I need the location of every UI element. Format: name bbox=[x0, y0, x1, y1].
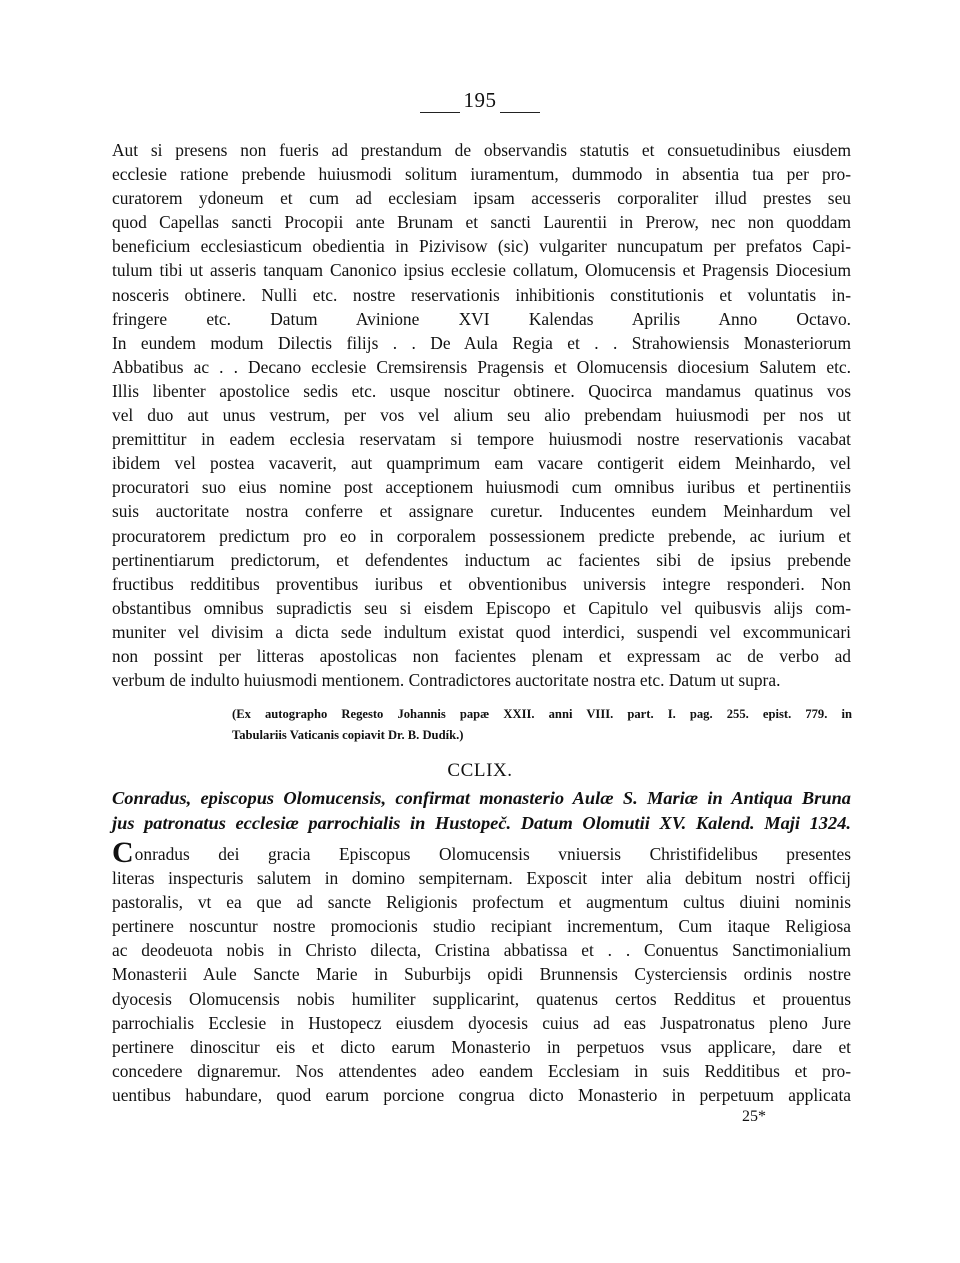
text-line: beneficium ecclesiasticum obedientia in Pizivisow (sic) vulgariter nuncupatum per prefatos Capi- bbox=[112, 236, 851, 257]
charter-first-line bbox=[112, 836, 851, 869]
text-line: Monasterii Aule Sancte Marie in Suburbijs opidi Brunnensis Cysterciensis ordinis nostre bbox=[112, 964, 851, 985]
text-line: verbum de indulto huiusmodi mentionem. Contradictores auctoritate nostra etc. Datum ut supra. bbox=[112, 670, 781, 691]
text-line: pertinere dinoscitur eis et dicto earum Monasterio in perpetuos vsus applicare, dare et bbox=[112, 1036, 851, 1057]
document-summary bbox=[112, 786, 851, 835]
text-line: fringere etc. Datum Avinione XVI Kalendas Aprilis Anno Octavo. bbox=[112, 308, 851, 329]
text-line: pastoralis, vt ea que ad sancte Religionis profectum et augmentum cultus diuini nominis bbox=[112, 892, 851, 913]
source-citation bbox=[232, 704, 852, 747]
text-line: obstantibus omnibus supradictis seu si eisdem Episcopo et Capitulo vel quibusvis alijs com- bbox=[112, 597, 851, 618]
summary-line: Conradus, episcopus Olomucensis, confirmat monasterio Aulæ S. Mariæ in Antiqua Bruna bbox=[112, 788, 851, 808]
text-line: ibidem vel postea vacaverit, aut quamprimum eam vacare contigerit eidem Meinhardo, vel bbox=[112, 453, 851, 474]
text-line: suis auctoritate nostra conferre et assignare curetur. Inducentes eundem Meinhardum vel bbox=[112, 501, 851, 522]
text-line: ac deodeuota nobis in Christo dilecta, Cristina abbatissa et . . Conuentus Sanctimonialium bbox=[112, 940, 851, 961]
text-line: dyocesis Olomucensis nobis humiliter supplicarint, quatenus certos Redditus et prouentus bbox=[112, 988, 851, 1009]
citation-line: (Ex autographo Regesto Johannis papæ XXII. anni VIII. part. I. pag. 255. epist. 779. in bbox=[232, 707, 852, 721]
document-heading: CCLIX. bbox=[447, 760, 513, 781]
text-line: parrochialis Ecclesie in Hustopecz eiusdem dyocesis cuius ad eas Juspatronatus pleno Jure bbox=[112, 1012, 851, 1033]
charter-first-line-text: onradus dei gracia Episcopus Olomucensis vniuersis Christifidelibus presentes bbox=[134, 844, 851, 864]
text-line: pertinentiarum predictorum, et defendentes inductum ac facientes sibi de ipsius prebende bbox=[112, 549, 851, 570]
text-line: Abbatibus ac . . Decano ecclesie Cremsirensis Pragensis et Olomucensis diocesium Salutem etc. bbox=[112, 356, 851, 377]
citation-line: Tabulariis Vaticanis copiavit Dr. B. Dudík.) bbox=[232, 728, 464, 743]
text-line: non possint per litteras apostolicas non facientes plenam et expressam ac de verbo ad bbox=[112, 645, 851, 666]
text-line: muniter vel divisim a dicta sede indultum existat quod interdici, suspendi vel excommunicari bbox=[112, 621, 851, 642]
signature-mark: 25* bbox=[742, 1108, 766, 1125]
text-line: procuratori suo eius nomine post acceptionem huiusmodi cum omnibus iuribus et pertinentiis bbox=[112, 477, 851, 498]
text-line: procuratorem predictum pro eo in corporalem possessionem predicte prebende, ac iurium et bbox=[112, 525, 851, 546]
charter-text-block bbox=[112, 836, 851, 1107]
text-line: Illis libenter apostolice sedis etc. usque noscitur obtinere. Quocirca mandamus quatinus vos bbox=[112, 380, 851, 401]
page-number-rule-right bbox=[500, 112, 540, 113]
letter-text-block bbox=[112, 138, 851, 692]
drop-cap: C bbox=[112, 836, 134, 869]
page-number-rule-left bbox=[420, 112, 460, 113]
page-number: 195 bbox=[463, 88, 497, 112]
text-line: uentibus habundare, quod earum porcione congrua dicto Monasterio in perpetuum applicata bbox=[112, 1084, 851, 1105]
text-line: literas inspecturis salutem in domino sempiternam. Exposcit inter alia debitum nostri officij bbox=[112, 868, 851, 889]
text-line: ecclesie ratione prebende huiusmodi solitum iuramentum, dummodo in absentia tua per pro- bbox=[112, 164, 851, 185]
text-line: concedere dignaremur. Nos attendentes adeo eandem Ecclesiam in suis Redditibus et pro- bbox=[112, 1060, 851, 1081]
text-line: quod Capellas sancti Procopii ante Brunam et sancti Laurentii in Prerow, nec non quoddam bbox=[112, 212, 851, 233]
text-line: fructibus redditibus proventibus iuribus et obventionibus universis integre responderi. Non bbox=[112, 573, 851, 594]
text-line: In eundem modum Dilectis filijs . . De Aula Regia et . . Strahowiensis Monasteriorum bbox=[112, 332, 851, 353]
text-line: pertinere noscuntur nostre promocionis studio recipiant incrementum, Cum itaque Religiosa bbox=[112, 916, 851, 937]
summary-line: jus patronatus ecclesiæ parrochialis in Hustopeč. Datum Olomutii XV. Kalend. Maji 1324. bbox=[112, 812, 851, 833]
text-line: vel duo aut unus vestrum, per vos vel alium seu alio prebendam huiusmodi per nos ut bbox=[112, 405, 851, 426]
text-line: premittitur in eadem ecclesia reservatam si tempore huiusmodi nostre reservationis vacabat bbox=[112, 429, 851, 450]
text-line: tulum tibi ut asseris tanquam Canonico ipsius ecclesie collatum, Olomucensis et Pragensis Diocesium bbox=[112, 260, 851, 281]
text-line: Aut si presens non fueris ad prestandum de observandis statutis et consuetudinibus eiusdem bbox=[112, 140, 851, 160]
text-line: nosceris obtinere. Nulli etc. nostre reservationis inhibitionis constitutionis et voluntatis in- bbox=[112, 284, 851, 305]
text-line: curatorem ydoneum et cum ad ecclesiam ipsam accesseris corporaliter illud prestes seu bbox=[112, 188, 851, 209]
